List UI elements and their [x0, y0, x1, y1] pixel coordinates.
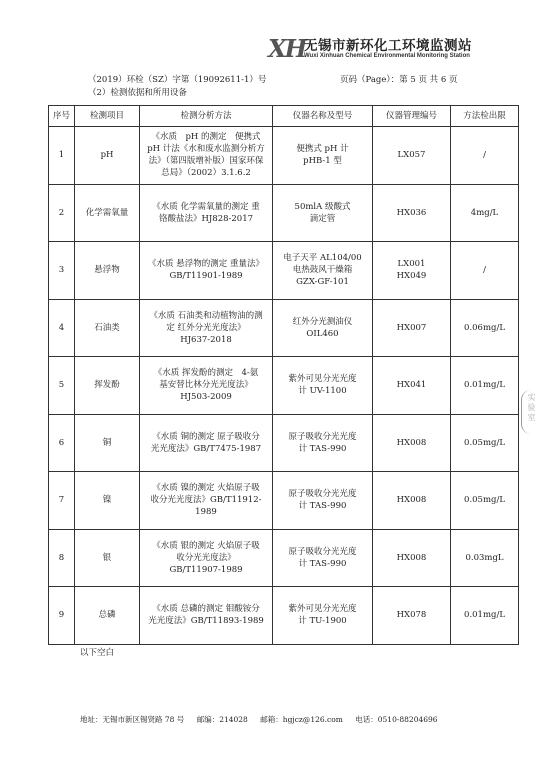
cell-instrument-line: 电子天平 AL104/00	[283, 253, 362, 264]
cell-method-line: 《水质 pH 的测定 便携式	[151, 132, 261, 143]
methods-equipment-table	[48, 105, 519, 645]
cell-method-line: 收分光光度法》GB/T11912-1989	[150, 495, 262, 518]
cell-no: 8	[49, 529, 75, 587]
cell-item: 银	[75, 529, 140, 587]
cell-instrument-line: 计 UV-1100	[298, 386, 347, 397]
cell-limit: /	[451, 127, 519, 185]
table-row	[49, 414, 519, 472]
cell-method-line: 《水质 悬浮物的测定 重量法》	[148, 259, 264, 270]
cell-instrument-line: 紫外可见分光光度	[288, 374, 357, 385]
cell-method-line: pH 计法《水和废水监测分析方	[147, 144, 265, 155]
cell-method-line: HJ503-2009	[180, 392, 232, 403]
table-row	[49, 127, 519, 185]
column-header: 序号	[49, 106, 75, 127]
cell-instrument	[273, 529, 373, 587]
cell-method-line: 《水质 银的测定 火焰原子吸	[152, 540, 260, 551]
cell-instrument-line: 50mlA 级酸式	[294, 201, 351, 212]
cell-code-line: LX001	[397, 259, 426, 270]
cell-limit: 0.06mg/L	[451, 299, 519, 357]
cell-item: 铜	[75, 414, 140, 472]
cell-code-line: LX057	[397, 150, 426, 161]
cell-method-line: 定 红外分光光度法》	[166, 322, 246, 333]
cell-limit: 0.01mg/L	[451, 587, 519, 645]
cell-code	[373, 529, 451, 587]
cell-item: 悬浮物	[75, 242, 140, 300]
cell-no: 3	[49, 242, 75, 300]
cell-instrument-line: 计 TAS-990	[298, 501, 347, 512]
table-row	[49, 299, 519, 357]
cell-no: 5	[49, 357, 75, 415]
cell-instrument-line: 原子吸收分光光度	[288, 431, 357, 442]
cell-instrument	[273, 299, 373, 357]
table-row	[49, 587, 519, 645]
page-number: 页码（Page）：第 5 页 共 6 页	[340, 75, 458, 85]
cell-instrument-line: 原子吸收分光光度	[288, 546, 357, 557]
cell-instrument-line: 计 TAS-990	[298, 558, 347, 569]
cell-item: pH	[75, 127, 140, 185]
cell-method	[140, 357, 273, 415]
cell-method-line: 铬酸盐法》HJ828-2017	[158, 213, 254, 224]
cell-no: 2	[49, 184, 75, 242]
cell-instrument-line: 滴定管	[309, 213, 336, 224]
cell-code	[373, 242, 451, 300]
cell-code	[373, 414, 451, 472]
cell-method-line: 基安替比林分光光度法》	[159, 380, 253, 391]
cell-method	[140, 184, 273, 242]
cell-code	[373, 472, 451, 530]
cell-method-line: 光光度法》GB/T7475-1987	[150, 443, 262, 454]
cell-limit: 0.05mg/L	[451, 414, 519, 472]
cell-method-line: 《水质 铜的测定 原子吸收分	[152, 431, 260, 442]
table-row	[49, 472, 519, 530]
cell-item: 总磷	[75, 587, 140, 645]
cell-item: 化学需氧量	[75, 184, 140, 242]
cell-no: 6	[49, 414, 75, 472]
cell-method	[140, 299, 273, 357]
cell-instrument-line: 计 TAS-990	[298, 443, 347, 454]
logo-mark: XH	[268, 34, 306, 63]
footer-phone: 电话：0510-88204696	[355, 715, 438, 724]
cell-method	[140, 587, 273, 645]
section-title: （2）检测依据和所用设备	[88, 88, 187, 98]
cell-method-line: 《水质 化学需氧量的测定 重	[152, 201, 260, 212]
cell-code	[373, 587, 451, 645]
cell-method-line: 收分光光度法》	[176, 552, 236, 563]
cell-method-line: 《水质 石油类和动植物油的测	[149, 310, 263, 321]
cell-code-line: HX049	[396, 271, 427, 282]
cell-code-line: HX008	[396, 495, 427, 506]
cell-instrument	[273, 127, 373, 185]
cell-method-line: 《水质 挥发酚的测定 4-氨	[153, 368, 259, 379]
cell-instrument	[273, 472, 373, 530]
cell-instrument-line: pHB-1 型	[303, 156, 342, 167]
cell-method-line: 法》（第四版增补版）国家环保	[148, 156, 264, 167]
cell-limit: 0.05mg/L	[451, 472, 519, 530]
table-row	[49, 357, 519, 415]
cell-instrument	[273, 242, 373, 300]
cell-method-line: 《水质 镍的测定 火焰原子吸	[152, 483, 260, 494]
cell-instrument-line: 计 TU-1900	[298, 616, 347, 627]
cell-instrument-line: 原子吸收分光光度	[288, 489, 357, 500]
cell-item: 石油类	[75, 299, 140, 357]
table-header-row	[49, 106, 519, 127]
cell-method	[140, 242, 273, 300]
cell-method	[140, 472, 273, 530]
cell-code-line: HX008	[396, 437, 427, 448]
cell-method-line: GB/T11907-1989	[169, 564, 243, 575]
cell-instrument	[273, 414, 373, 472]
cell-instrument	[273, 184, 373, 242]
company-name: 无锡市新环化工环境监测站	[304, 38, 472, 54]
cell-code	[373, 357, 451, 415]
cell-code-line: HX078	[396, 610, 427, 621]
cell-no: 7	[49, 472, 75, 530]
blank-below-note: 以下空白	[80, 648, 115, 658]
column-header: 仪器名称及型号	[273, 106, 373, 127]
cell-code	[373, 299, 451, 357]
cell-item: 挥发酚	[75, 357, 140, 415]
cell-instrument-line: GZX-GF-101	[296, 277, 349, 288]
cell-limit: 0.01mg/L	[451, 357, 519, 415]
table-row	[49, 184, 519, 242]
table-row	[49, 529, 519, 587]
cell-method	[140, 414, 273, 472]
cell-instrument-line: OIL460	[306, 328, 339, 339]
cell-method-line: GB/T11901-1989	[169, 271, 243, 282]
cell-method-line: 《水质 总磷的测定 钼酸铵分	[152, 604, 260, 615]
cell-code-line: HX008	[396, 552, 427, 563]
cell-code-line: HX007	[396, 322, 427, 333]
cell-item: 镍	[75, 472, 140, 530]
cell-method-line: HJ637-2018	[180, 334, 232, 345]
cell-no: 4	[49, 299, 75, 357]
column-header: 检测项目	[75, 106, 140, 127]
cell-instrument-line: 紫外可见分光光度	[288, 604, 357, 615]
cell-method-line: 总局》（2002）3.1.6.2	[161, 168, 251, 179]
cell-code	[373, 127, 451, 185]
company-name-en: Wuxi Xinhuan Chemical Environmental Monitoring Station	[304, 53, 470, 59]
cell-limit: /	[451, 242, 519, 300]
table-row	[49, 242, 519, 300]
cell-limit: 0.03mgL	[451, 529, 519, 587]
cell-instrument	[273, 357, 373, 415]
footer-email: 邮箱：hgjcz@126.com	[260, 715, 343, 724]
footer-postcode: 邮编：214028	[196, 715, 248, 724]
cell-instrument-line: 红外分光测油仪	[292, 316, 353, 327]
cell-method-line: 光光度法》GB/T11893-1989	[148, 616, 264, 627]
column-header: 检测分析方法	[140, 106, 273, 127]
column-header: 仪器管理编号	[373, 106, 451, 127]
footer-address: 地址：无锡市新区锡贤路 78 号	[80, 715, 185, 724]
cell-code	[373, 184, 451, 242]
cell-method	[140, 529, 273, 587]
cell-instrument-line: 便携式 pH 计	[296, 144, 349, 155]
cell-code-line: HX041	[396, 380, 427, 391]
footer	[80, 714, 448, 725]
cell-code-line: HX036	[396, 207, 427, 218]
cell-no: 9	[49, 587, 75, 645]
column-header: 方法检出限	[451, 106, 519, 127]
report-number: （2019）环检（SZ）字第（19092611-1）号	[88, 75, 267, 85]
cell-instrument	[273, 587, 373, 645]
side-stamp-text: 实验室	[527, 393, 536, 423]
cell-method	[140, 127, 273, 185]
cell-no: 1	[49, 127, 75, 185]
letterhead-logo	[268, 34, 518, 64]
cell-limit: 4mg/L	[451, 184, 519, 242]
cell-instrument-line: 电热鼓风干燥箱	[292, 265, 353, 276]
